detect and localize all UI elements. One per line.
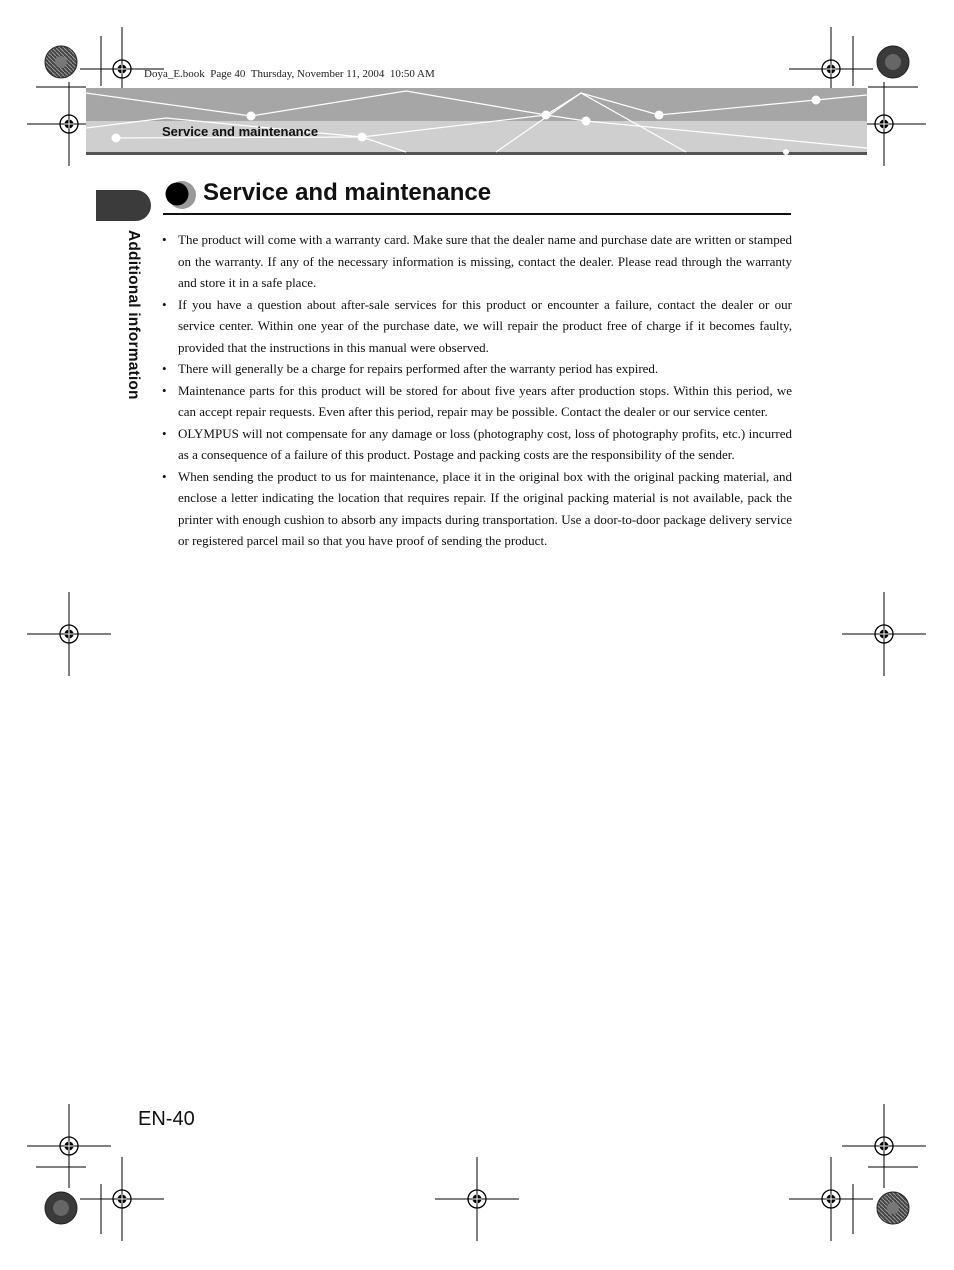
bullet-icon: • xyxy=(162,382,167,398)
list-item-text: The product will come with a warranty card. Make sure that the dealer name and purchase date are written or stamped on the warranty. If any of the necessary information is missing, contact the dealer. Please read through the warranty and store it in a safe place. xyxy=(178,232,792,290)
crop-lines xyxy=(36,36,918,1234)
section-tab-label: Additional information xyxy=(125,230,142,400)
title-bullet-icon xyxy=(163,180,199,210)
list-item xyxy=(162,229,792,294)
list-item xyxy=(162,466,792,552)
list-item-text: OLYMPUS will not compensate for any damage or loss (photography cost, loss of photography profits, etc.) incurred as a consequence of a failure of this product. Postage and packing costs are the responsibility of the sender. xyxy=(178,425,792,462)
bullet-icon: • xyxy=(162,425,167,441)
list-item xyxy=(162,380,792,423)
page-number: EN-40 xyxy=(138,1108,195,1130)
list-item xyxy=(162,423,792,466)
section-tab-marker xyxy=(96,190,151,221)
bullet-icon: • xyxy=(162,468,167,484)
list-item xyxy=(162,358,792,380)
list-item-text: There will generally be a charge for repairs performed after the warranty period has expired. xyxy=(178,361,659,376)
bullet-icon: • xyxy=(162,232,167,247)
bullet-icon: • xyxy=(162,296,167,312)
header-banner xyxy=(86,88,867,158)
bullet-icon: • xyxy=(162,361,167,376)
service-info-list xyxy=(162,229,792,552)
list-item-text: Maintenance parts for this product will be stored for about five years after production stops. Within this period, we can accept repair requests. Even after this period, repair may be possible. Contact the dealer or our service center. xyxy=(178,382,792,419)
file-info-line: Doya_E.book Page 40 Thursday, November 11, 2004 10:50 AM xyxy=(144,68,435,80)
list-item-text: When sending the product to us for maintenance, place it in the original box with the original packing material, and enclose a letter indicating the location that requires repair. If the original packing material is not available, pack the printer with enough cushion to absorb any impacts during transportation. Use a door-to-door package delivery service or registered parcel mail so that you have proof of sending the product. xyxy=(178,468,792,548)
color-calibration-circles xyxy=(45,46,909,1224)
title-underline xyxy=(163,213,791,215)
running-header-title: Service and maintenance xyxy=(162,124,319,139)
registration-marks xyxy=(27,27,926,1241)
list-item-text: If you have a question about after-sale services for this product or encounter a failure, contact the dealer or our service center. Within one year of the purchase date, we will repair the product free of charge if it becomes faulty, provided that the instructions in this manual were observed. xyxy=(178,296,792,355)
page-title: Service and maintenance xyxy=(203,179,492,206)
list-item xyxy=(162,294,792,359)
